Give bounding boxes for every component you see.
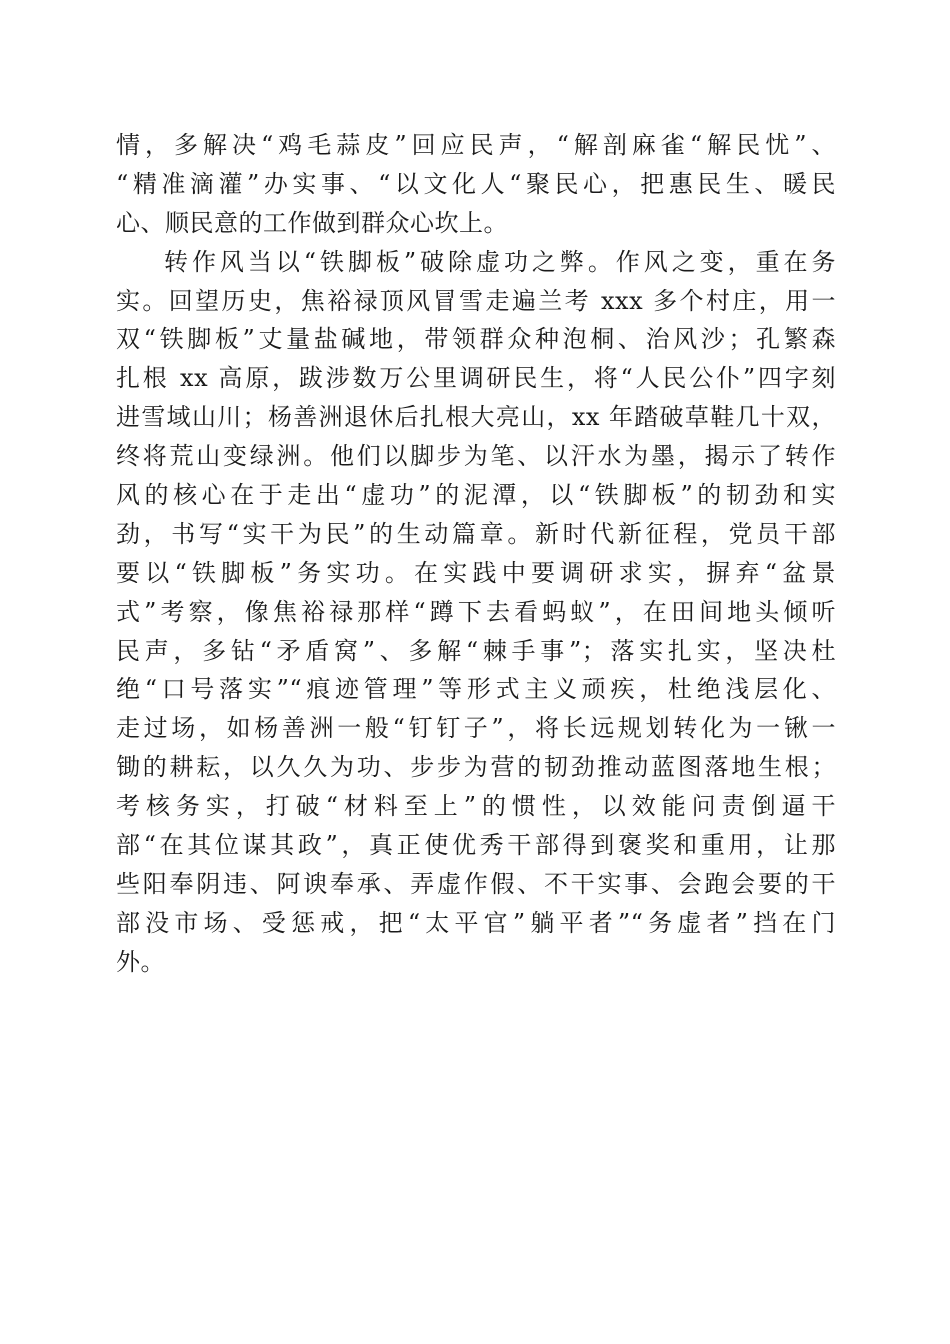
paragraph-line: 锄的耕耘，以久久为功、步步为营的韧劲推动蓝图落地生根； xyxy=(116,753,836,782)
paragraph-line: 双“铁脚板”丈量盐碱地，带领群众种泡桐、治风沙；孔繁森 xyxy=(116,325,836,354)
paragraph-line: 终将荒山变绿洲。他们以脚步为笔、以汗水为墨，揭示了转作 xyxy=(116,442,836,471)
paragraph-line: “精准滴灌”办实事、“以文化人“聚民心，把惠民生、暖民 xyxy=(116,169,836,198)
paragraph-line: 式”考察，像焦裕禄那样“蹲下去看蚂蚁”，在田间地头倾听 xyxy=(116,597,836,626)
paragraph-line: 些阳奉阴违、阿谀奉承、弄虚作假、不干实事、会跑会要的干 xyxy=(116,869,836,898)
paragraph-line: 部没市场、受惩戒，把“太平官”躺平者”“务虚者”挡在门 xyxy=(116,908,836,937)
paragraph-line: 外。 xyxy=(116,947,165,976)
paragraph-line: 劲，书写“实干为民”的生动篇章。新时代新征程，党员干部 xyxy=(116,519,836,548)
paragraph-1 xyxy=(116,126,836,243)
paragraph-line: 进雪域山川；杨善洲退休后扎根大亮山，xx 年踏破草鞋几十双， xyxy=(116,403,836,432)
paragraph-line: 部“在其位谋其政”，真正使优秀干部得到褒奖和重用，让那 xyxy=(116,831,836,860)
paragraph-2 xyxy=(116,243,836,982)
paragraph-line: 考核务实，打破“材料至上”的惯性，以效能问责倒逼干 xyxy=(116,792,836,821)
paragraph-line: 转作风当以“铁脚板”破除虚功之弊。作风之变，重在务 xyxy=(164,247,836,276)
paragraph-line: 民声，多钻“矛盾窝”、多解“棘手事”；落实扎实，坚决杜 xyxy=(116,636,836,665)
paragraph-line: 情，多解决“鸡毛蒜皮”回应民声，“解剖麻雀“解民忧”、 xyxy=(116,131,836,159)
paragraph-line: 要以“铁脚板”务实功。在实践中要调研求实，摒弃“盆景 xyxy=(116,558,836,587)
paragraph-line: 绝“口号落实”“痕迹管理”等形式主义顽疾，杜绝浅层化、 xyxy=(116,675,836,704)
paragraph-line: 扎根 xx 高原，跋涉数万公里调研民生，将“人民公仆”四字刻 xyxy=(116,364,836,393)
paragraph-line: 走过场，如杨善洲一般“钉钉子”，将长远规划转化为一锹一 xyxy=(116,714,836,743)
paragraph-line: 心、顺民意的工作做到群众心坎上。 xyxy=(116,208,508,237)
document-body xyxy=(116,126,836,982)
paragraph-line: 风的核心在于走出“虚功”的泥潭，以“铁脚板”的韧劲和实 xyxy=(116,481,836,510)
paragraph-line: 实。回望历史，焦裕禄顶风冒雪走遍兰考 xxx 多个村庄，用一 xyxy=(116,286,836,315)
